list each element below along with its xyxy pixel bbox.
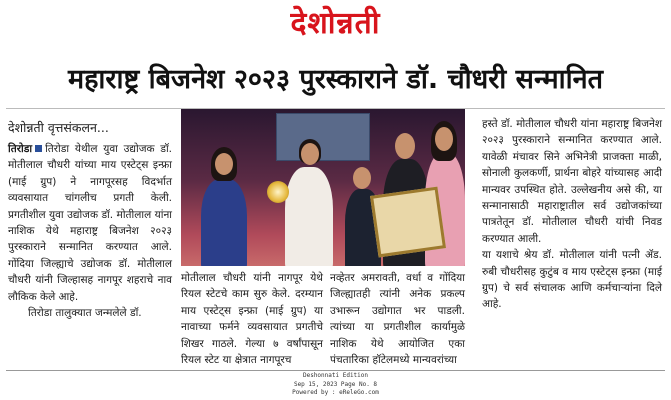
photo-figure-head bbox=[435, 127, 453, 151]
bullet-square-icon bbox=[35, 145, 42, 152]
column-4-paragraph-2: या यशाचे श्रेय डॉ. मोतीलाल यांनी पत्नी ॲड. रुबी चौधरीसह कुटुंब व माय एस्टेट्स इन्फ्रा (माई ग्रुप) चे सर्व संचालक आणि कर्मचाऱ्यांना दिले आहे. bbox=[482, 249, 662, 311]
award-photo bbox=[181, 109, 465, 266]
article-column-4 bbox=[482, 116, 662, 313]
footer bbox=[0, 372, 671, 400]
footer-powered-by: Powered by : eReleGo.com bbox=[292, 389, 379, 396]
photo-figure-head bbox=[301, 143, 319, 165]
lead-text: तिरोडा येथील युवा उद्योजक डॉ. मोतीलाल चौधरी यांच्या माय एस्टेट्स इन्फ्रा (माई ग्रुप) ने नागपूरसह विदर्भात व्यवसायात चांगलीच प्रगती केली. प्रगतीशील युवा उद्योजक डॉ. मोतीलाल यांना नाशिक येथे महाराष्ट्र बिजनेश २०२३ पुरस्काराने सन्मानित करण्यात आले. गोंदिया जिल्ह्याचे उद्योजक डॉ. मोतीलाल चौधरी यांनी जिल्हासह नागपूर शहराचे नाव लौकिक केले आहे. bbox=[8, 143, 172, 303]
award-plaque bbox=[370, 187, 446, 258]
footer-date-page: Sep 15, 2023 Page No. 8 bbox=[293, 380, 378, 388]
footer-edition: Deshonnati Edition bbox=[302, 372, 369, 379]
photo-figure bbox=[285, 167, 333, 266]
photo-figure bbox=[201, 179, 247, 266]
byline: देशोन्नती वृत्तसंकलन... bbox=[8, 120, 109, 135]
trophy-icon bbox=[267, 181, 289, 203]
second-paragraph: तिरोडा तालुक्यात जन्मलेले डॉ. bbox=[28, 307, 142, 320]
photo-figure-head bbox=[215, 153, 233, 175]
article-column-2: मोतीलाल चौधरी यांनी नागपूर येथे रियल स्टेटचे काम सुरु केले. दरम्यान माय एस्टेट्स इन्फ्रा (माई ग्रुप) या नावाच्या फर्मने व्यवसायात प्रगतीचे शिखर गाठले. गेल्या ७ वर्षांपासून रियल स्टेट या क्षेत्रात नागपूरच bbox=[181, 272, 323, 367]
article-column-3: नव्हेतर अमरावती, वर्धा व गोंदिया जिल्ह्यातही त्यांनी अनेक प्रकल्प उभारून उद्योगात भर पाडली. त्यांच्या या प्रगतीशील कार्यामुळे नाशिक येथे आयोजित एका पंचतारिका हॉटेलमध्ये मान्यवरांच्या bbox=[330, 272, 465, 367]
photo-backdrop-screen bbox=[276, 113, 370, 161]
photo-figure-head bbox=[353, 167, 371, 189]
footer-rule bbox=[6, 370, 665, 371]
lead-paragraph bbox=[8, 141, 172, 305]
headline: महाराष्ट्र बिजनेश २०२३ पुरस्काराने डॉ. चौधरी सन्मानित bbox=[67, 64, 604, 95]
column-4-paragraph-1: हस्ते डॉ. मोतीलाल चौधरी यांना महाराष्ट्र बिजनेश २०२३ पुरस्काराने सन्मानित करण्यात आले. यावेळी मंचावर सिने अभिनेत्री प्राजक्ता माळी, सोनाली कुलकर्णी, प्रार्थना बोहरे यांच्यासह आदी मान्यवर उपस्थित होते. उल्लेखनीय असे की, या सन्मानासाठी महाराष्ट्रातील सर्व उद्योजकांच्या पात्रतेतून डॉ. मोतीलाल चौधरी यांची निवड करण्यात आली. bbox=[482, 118, 662, 245]
photo-figure-head bbox=[395, 133, 415, 159]
masthead-logo: देशोन्नती bbox=[290, 6, 381, 41]
dateline: तिरोडा bbox=[8, 143, 33, 155]
article-column-1 bbox=[8, 116, 172, 321]
